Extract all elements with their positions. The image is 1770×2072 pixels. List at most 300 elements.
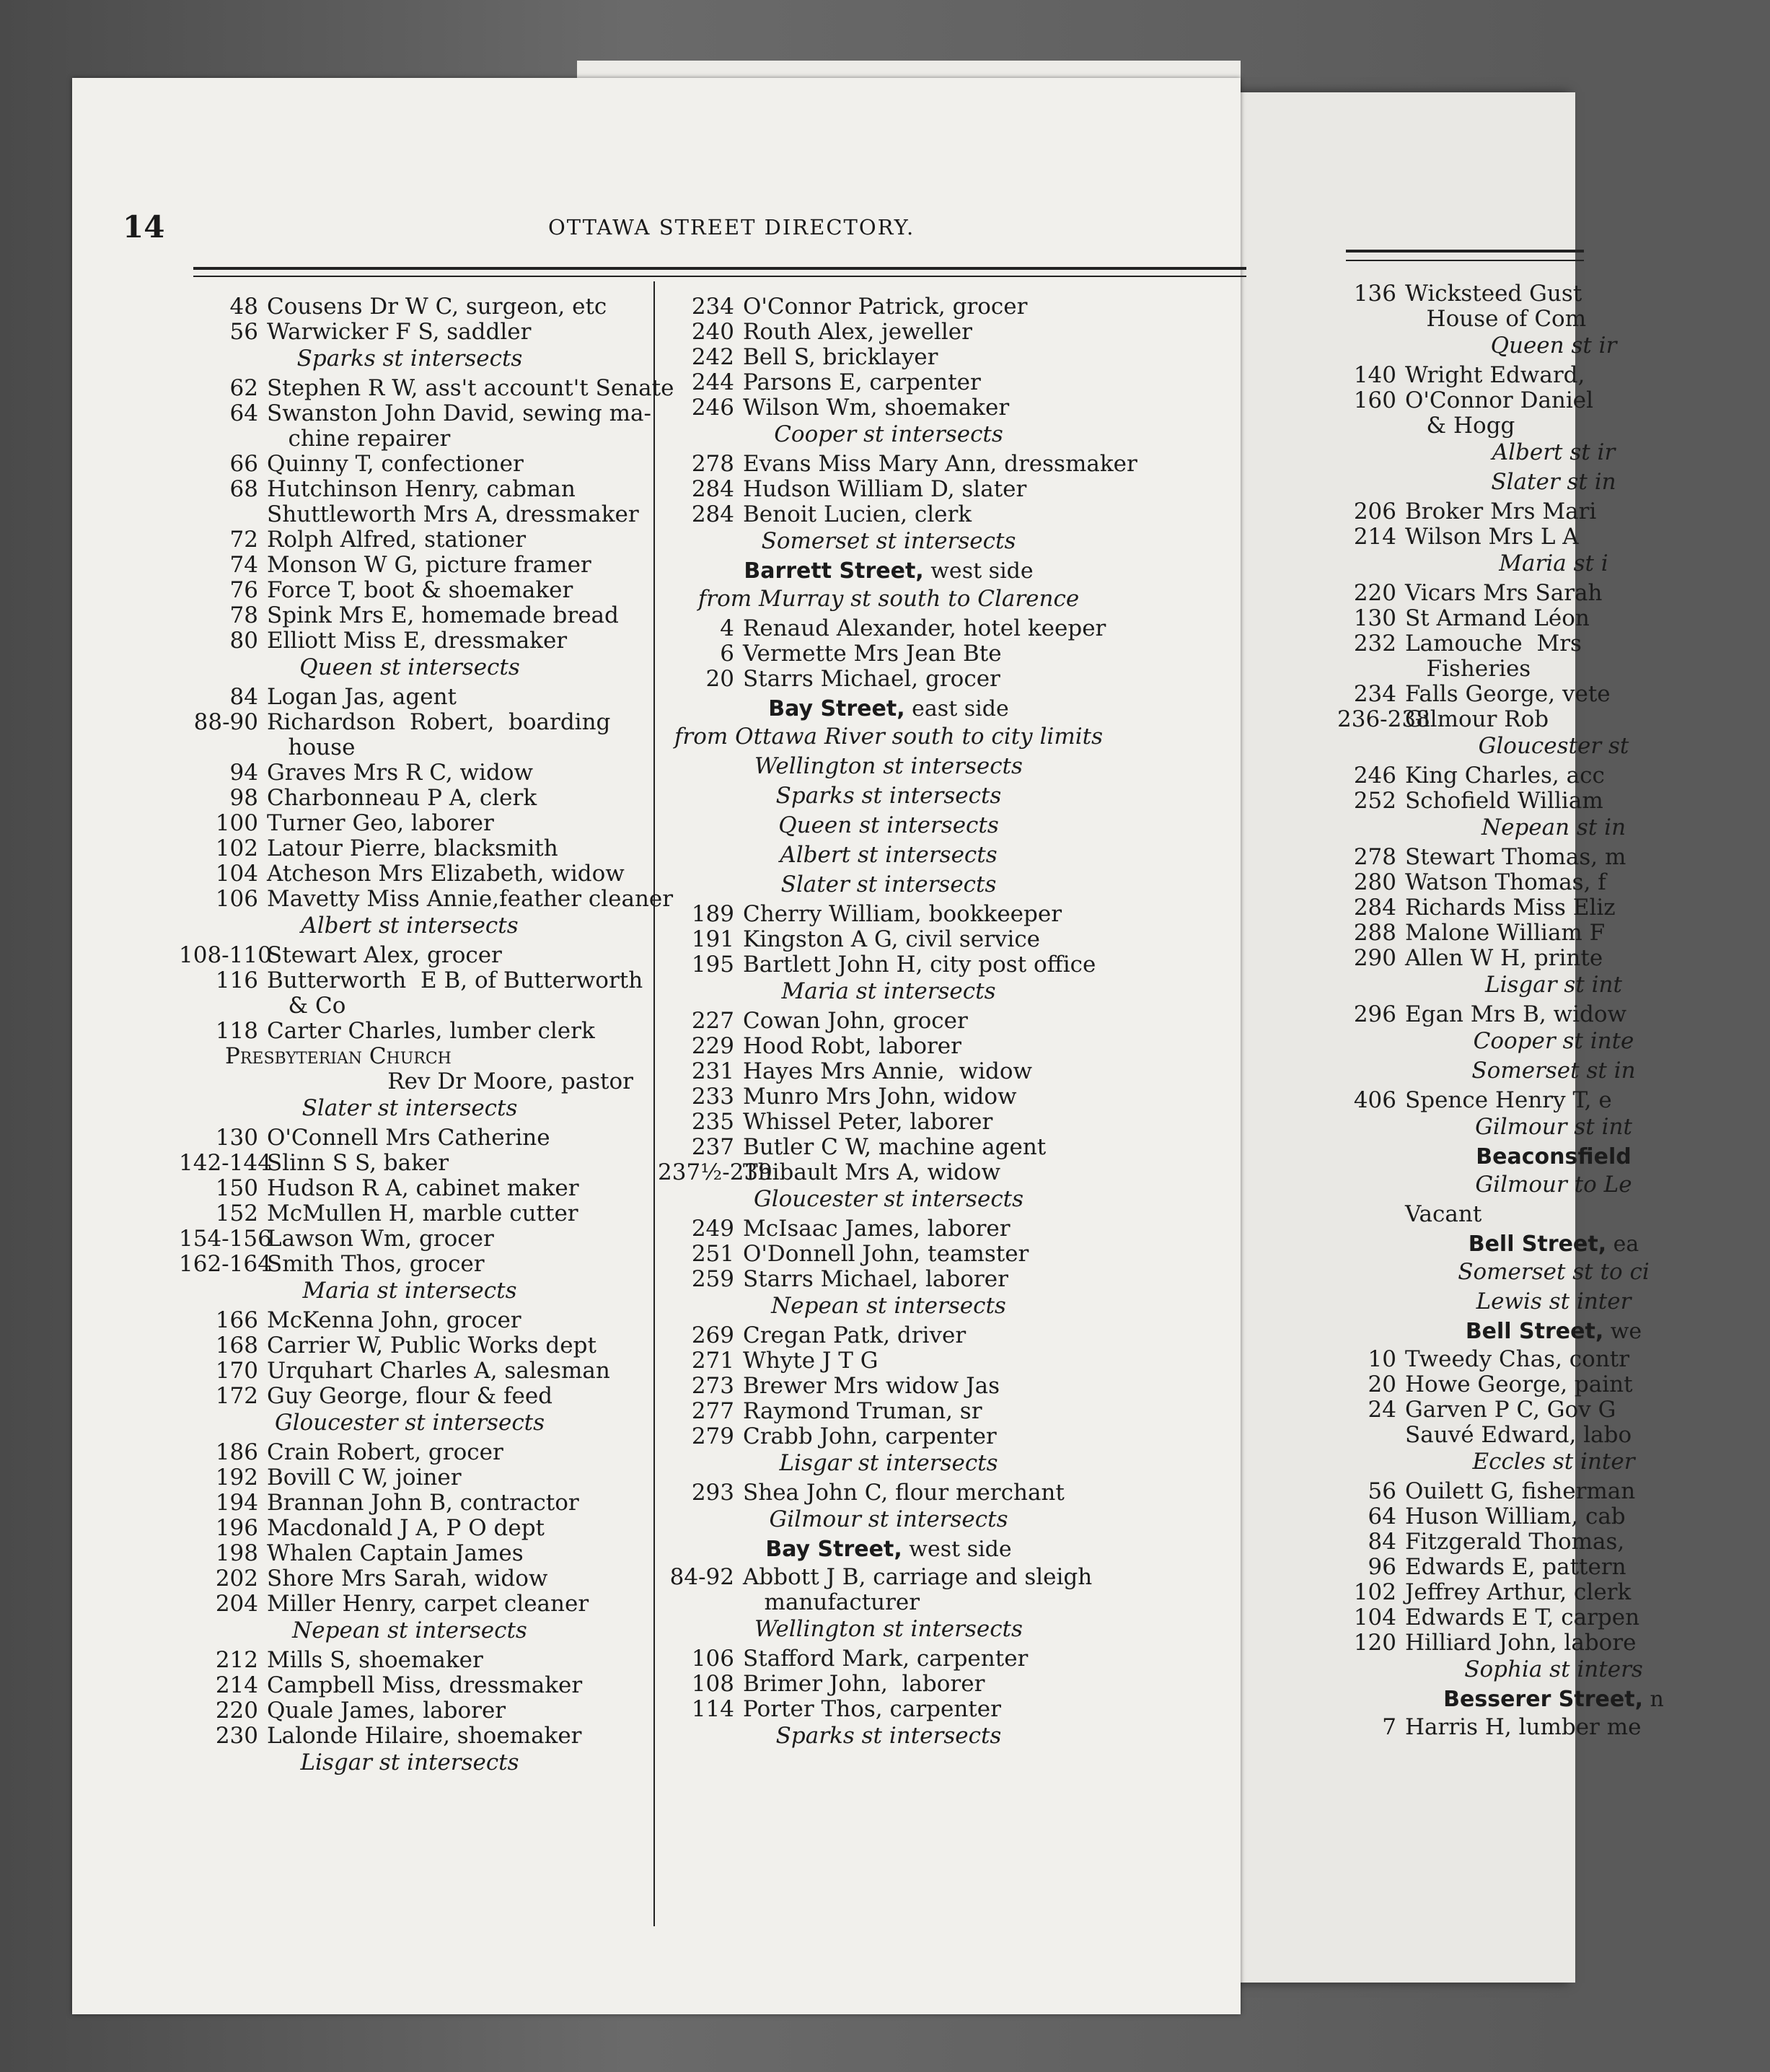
directory-entry <box>179 943 640 968</box>
house-number: 106 <box>215 886 258 912</box>
resident-text: Hudson R A, cabinet maker <box>267 1175 579 1201</box>
cross-street-note: from Murray st south to Clarence <box>697 586 1080 612</box>
resident-text: Vicars Mrs Sarah <box>1405 580 1603 606</box>
directory-entry <box>179 685 640 710</box>
house-number: 140 <box>1353 362 1396 388</box>
directory-entry <box>658 502 1119 527</box>
directory-entry <box>1337 921 1770 946</box>
street-heading <box>658 558 1119 584</box>
resident-text: Thibault Mrs A, widow <box>743 1159 1000 1185</box>
resident-text: Watson Thomas, f <box>1405 869 1606 895</box>
directory-entry <box>179 375 674 401</box>
resident-text: Hudson William D, slater <box>743 476 1027 502</box>
house-number: 293 <box>691 1480 734 1506</box>
cross-street-note: Maria st intersects <box>302 1278 517 1304</box>
page-edge-strip <box>577 61 1241 79</box>
house-number: 56 <box>229 319 258 345</box>
house-number: 108 <box>691 1671 734 1697</box>
directory-entry <box>179 502 640 527</box>
resident-text: King Charles, acc <box>1405 763 1605 789</box>
house-number: 244 <box>691 369 734 395</box>
cross-street-note: Gloucester st intersects <box>274 1410 545 1436</box>
house-number: 231 <box>691 1058 734 1084</box>
resident-text: Edwards E T, carpen <box>1405 1605 1640 1630</box>
directory-entry <box>658 1242 1119 1267</box>
house-number: 284 <box>691 501 734 527</box>
cross-street-note: Slater st in <box>1491 469 1616 495</box>
resident-text: Spence Henry T, e <box>1405 1087 1612 1113</box>
directory-entry <box>658 1160 1119 1185</box>
page-number: 14 <box>123 209 165 245</box>
resident-text: Sauvé Edward, labo <box>1405 1422 1632 1448</box>
resident-text: Falls George, vete <box>1405 681 1611 707</box>
cross-street-note: Sparks st intersects <box>296 346 523 372</box>
church-name: Presbyterian Church <box>225 1043 452 1069</box>
street-side: n <box>1642 1687 1664 1712</box>
resident-text: Tweedy Chas, contr <box>1405 1346 1630 1372</box>
house-number: 10 <box>1368 1346 1396 1372</box>
resident-text: Schofield William <box>1405 788 1603 814</box>
resident-text: Jeffrey Arthur, clerk <box>1405 1579 1632 1605</box>
directory-entry <box>179 400 651 426</box>
street-side: east side <box>904 696 1009 721</box>
house-number: 202 <box>215 1566 258 1592</box>
resident-text: & Hogg <box>1405 413 1515 439</box>
cross-street-note: Lisgar st int <box>1485 972 1622 998</box>
house-number: 80 <box>229 628 258 654</box>
directory-entry <box>179 710 640 735</box>
directory-entry <box>1337 1529 1770 1555</box>
directory-entry <box>658 1399 1119 1424</box>
house-number: 214 <box>1353 524 1396 550</box>
street-heading <box>658 696 1119 721</box>
house-number: 98 <box>229 785 258 811</box>
resident-text: Abbott J B, carriage and sleigh <box>743 1564 1093 1590</box>
cross-street-note: Somerset st in <box>1471 1058 1636 1084</box>
directory-entry <box>658 294 1119 320</box>
directory-entry <box>658 1374 1119 1399</box>
house-number: 142-144 <box>179 1150 272 1176</box>
house-number: 88-90 <box>193 709 258 735</box>
directory-entry <box>1337 657 1770 682</box>
directory-entry <box>179 786 640 811</box>
resident-text: Vacant <box>1405 1201 1482 1227</box>
street-name: Bell Street, <box>1465 1319 1604 1344</box>
directory-entry <box>179 1125 640 1151</box>
cross-street-note: Nepean st intersects <box>292 1617 527 1643</box>
directory-entry <box>179 628 640 654</box>
resident-text: Elliott Miss E, dressmaker <box>267 628 568 654</box>
resident-text: Brimer John, laborer <box>743 1671 985 1697</box>
house-number: 280 <box>1353 869 1396 895</box>
resident-text: Carter Charles, lumber clerk <box>267 1018 595 1044</box>
house-number: 102 <box>1353 1579 1396 1605</box>
house-number: 162-164 <box>179 1251 272 1277</box>
resident-text: Broker Mrs Mari <box>1405 499 1597 524</box>
directory-entry <box>1337 281 1770 307</box>
directory-entry <box>179 993 640 1019</box>
directory-entry <box>1337 789 1770 814</box>
directory-entry <box>179 1151 640 1176</box>
column-divider <box>653 281 655 1926</box>
directory-entry <box>179 1252 640 1277</box>
resident-text: Hood Robt, laborer <box>743 1033 961 1059</box>
resident-text: Swanston John David, sewing ma- <box>267 400 651 426</box>
directory-entry <box>658 320 1119 345</box>
resident-text: O'Donnell John, teamster <box>743 1241 1029 1267</box>
house-number: 106 <box>691 1646 734 1672</box>
house-number: 24 <box>1368 1397 1396 1423</box>
house-number: 104 <box>1353 1605 1396 1630</box>
house-number: 68 <box>229 476 258 502</box>
house-number: 196 <box>215 1515 258 1541</box>
house-number: 160 <box>1353 387 1396 413</box>
resident-text: Slinn S S, baker <box>267 1150 449 1176</box>
directory-entry <box>658 1216 1119 1242</box>
house-number: 259 <box>691 1266 734 1292</box>
directory-entry <box>1337 413 1770 439</box>
house-number: 62 <box>229 375 258 401</box>
directory-entry <box>179 1698 640 1724</box>
resident-text: Campbell Miss, dressmaker <box>267 1672 583 1698</box>
street-name: Barrett Street, <box>744 558 924 584</box>
directory-entry <box>179 1465 640 1491</box>
directory-entry <box>179 1226 640 1252</box>
cross-street-note: Lewis st inter <box>1476 1289 1632 1314</box>
house-number: 229 <box>691 1033 734 1059</box>
directory-entry <box>179 1673 640 1698</box>
house-number: 288 <box>1353 920 1396 946</box>
resident-text: Butterworth E B, of Butterworth <box>267 967 643 993</box>
directory-entry <box>179 1541 640 1566</box>
resident-text: Mavetty Miss Annie,feather cleaner <box>267 886 674 912</box>
cross-street-note: Sophia st inters <box>1464 1656 1643 1682</box>
house-number: 242 <box>691 344 734 370</box>
resident-text: Atcheson Mrs Elizabeth, widow <box>267 861 625 887</box>
cross-street-note: Wellington st intersects <box>754 753 1023 779</box>
directory-entry <box>1337 1347 1770 1372</box>
directory-entry <box>658 952 1119 978</box>
resident-text: Munro Mrs John, widow <box>743 1084 1017 1110</box>
house-number: 198 <box>215 1540 258 1566</box>
directory-entry <box>1337 631 1770 657</box>
resident-text: Edwards E, pattern <box>1405 1554 1626 1580</box>
resident-text: McMullen H, marble cutter <box>267 1200 578 1226</box>
directory-entry <box>658 1110 1119 1135</box>
directory-entry <box>658 1480 1119 1506</box>
facing-header-rule <box>1346 250 1584 253</box>
resident-text: Allen W H, printe <box>1405 945 1603 971</box>
house-number: 104 <box>215 861 258 887</box>
house-number: 166 <box>215 1307 258 1333</box>
resident-text: Richards Miss Eliz <box>1405 895 1616 921</box>
resident-text: O'Connor Patrick, grocer <box>743 294 1028 320</box>
house-number: 214 <box>215 1672 258 1698</box>
street-heading <box>658 1537 1119 1562</box>
directory-entry <box>1337 1397 1770 1423</box>
cross-street-note: Maria st i <box>1499 550 1608 576</box>
resident-text: Quale James, laborer <box>267 1698 506 1724</box>
cross-street-note: Gloucester st intersects <box>753 1186 1024 1212</box>
resident-text: Monson W G, picture framer <box>267 552 591 578</box>
street-name: Bay Street, <box>765 1537 902 1562</box>
resident-text: Richardson Robert, boarding <box>267 709 611 735</box>
house-number: 246 <box>691 395 734 421</box>
directory-entry <box>179 1491 640 1516</box>
directory-entry <box>179 967 643 993</box>
directory-entry <box>179 320 640 345</box>
house-number: 130 <box>215 1125 258 1151</box>
resident-text: Parsons E, carpenter <box>743 369 981 395</box>
house-number: 279 <box>691 1423 734 1449</box>
house-number: 64 <box>1368 1503 1396 1529</box>
resident-text: Fisheries <box>1405 656 1531 682</box>
resident-text: Cregan Patk, driver <box>743 1322 967 1348</box>
resident-text: & Co <box>267 993 346 1019</box>
directory-entry <box>1337 946 1770 971</box>
house-number: 7 <box>1382 1714 1396 1740</box>
directory-entry <box>179 477 640 502</box>
resident-text: Garven P C, Gov G <box>1405 1397 1616 1423</box>
directory-entry <box>658 927 1119 952</box>
directory-entry <box>179 1358 640 1384</box>
directory-entry <box>658 1646 1119 1672</box>
house-number: 252 <box>1353 788 1396 814</box>
resident-text: Cousens Dr W C, surgeon, etc <box>267 294 607 320</box>
resident-text: Stewart Thomas, m <box>1405 844 1626 870</box>
resident-text: Routh Alex, jeweller <box>743 319 972 345</box>
directory-entry <box>1337 763 1770 789</box>
resident-text: Hilliard John, labore <box>1405 1630 1637 1656</box>
directory-entry <box>1337 1605 1770 1630</box>
house-number: 66 <box>229 451 258 477</box>
cross-street-note: Queen st ir <box>1490 333 1617 359</box>
church-pastor: Rev Dr Moore, pastor <box>387 1068 633 1094</box>
directory-entry <box>1337 499 1770 524</box>
house-number: 269 <box>691 1322 734 1348</box>
house-number: 84 <box>229 684 258 710</box>
directory-entry <box>1337 1088 1770 1113</box>
resident-text: Logan Jas, agent <box>267 684 457 710</box>
house-number: 154-156 <box>179 1226 272 1252</box>
house-number: 150 <box>215 1175 258 1201</box>
resident-text: Ouilett G, fisherman <box>1405 1478 1636 1504</box>
directory-entry <box>179 760 640 786</box>
directory-entry <box>658 1424 1119 1449</box>
cross-street-note: Wellington st intersects <box>754 1616 1023 1642</box>
directory-entry <box>1337 307 1770 332</box>
directory-entry <box>1337 363 1770 388</box>
house-number: 194 <box>215 1490 258 1516</box>
cross-street-note: Lisgar st intersects <box>779 1450 998 1476</box>
resident-text: Raymond Truman, sr <box>743 1398 982 1424</box>
directory-entry <box>658 1565 1119 1590</box>
directory-entry <box>658 1323 1119 1348</box>
house-number: 237 <box>691 1134 734 1160</box>
house-number: 278 <box>691 451 734 477</box>
directory-entry <box>1337 870 1770 895</box>
resident-text: Force T, boot & shoemaker <box>267 577 573 603</box>
directory-entry <box>179 1592 640 1617</box>
resident-text: Charbonneau P A, clerk <box>267 785 537 811</box>
resident-text: Evans Miss Mary Ann, dressmaker <box>743 451 1137 477</box>
house-number: 102 <box>215 835 258 861</box>
house-number: 130 <box>1353 605 1396 631</box>
page-header <box>123 209 1183 245</box>
house-number: 6 <box>720 641 734 667</box>
resident-text: Warwicker F S, saddler <box>267 319 532 345</box>
house-number: 56 <box>1368 1478 1396 1504</box>
house-number: 192 <box>215 1465 258 1491</box>
resident-text: O'Connor Daniel <box>1405 387 1594 413</box>
resident-text: Lamouche Mrs <box>1405 631 1582 657</box>
house-number: 240 <box>691 319 734 345</box>
directory-entry <box>179 836 640 861</box>
house-number: 108-110 <box>179 942 272 968</box>
directory-entry <box>1337 1630 1770 1656</box>
house-number: 234 <box>691 294 734 320</box>
directory-entry <box>179 452 640 477</box>
house-number: 4 <box>720 615 734 641</box>
cross-street-note: Cooper st inte <box>1473 1028 1634 1054</box>
resident-text: Whissel Peter, laborer <box>743 1109 993 1135</box>
directory-entry <box>1337 1715 1770 1740</box>
directory-entry <box>179 1724 640 1749</box>
facing-page-column <box>1337 281 1770 1740</box>
house-number: 84 <box>1368 1529 1396 1555</box>
house-number: 172 <box>215 1383 258 1409</box>
house-number: 271 <box>691 1348 734 1374</box>
house-number: 249 <box>691 1216 734 1242</box>
house-number: 195 <box>691 952 734 978</box>
resident-text: Gilmour Rob <box>1405 706 1549 732</box>
resident-text: Miller Henry, carpet cleaner <box>267 1591 589 1617</box>
directory-entry <box>179 527 640 553</box>
house-number: 235 <box>691 1109 734 1135</box>
directory-entry <box>1337 388 1770 413</box>
resident-text: McKenna John, grocer <box>267 1307 521 1333</box>
directory-entry <box>658 1697 1119 1722</box>
cross-street-note: Slater st intersects <box>780 872 997 897</box>
cross-street-note: Cooper st intersects <box>774 421 1003 447</box>
directory-entry <box>179 426 640 452</box>
cross-street-note: Sparks st intersects <box>775 783 1002 809</box>
directory-entry <box>1337 581 1770 606</box>
house-number: 74 <box>229 552 258 578</box>
directory-entry <box>179 1440 640 1465</box>
resident-text: Graves Mrs R C, widow <box>267 760 534 786</box>
resident-text: Butler C W, machine agent <box>743 1134 1047 1160</box>
resident-text: Stewart Alex, grocer <box>267 942 502 968</box>
house-number: 118 <box>215 1018 258 1044</box>
house-number: 277 <box>691 1398 734 1424</box>
resident-text: Kingston A G, civil service <box>743 926 1041 952</box>
cross-street-note: Albert st intersects <box>301 913 519 939</box>
house-number: 84-92 <box>669 1564 734 1590</box>
resident-text: manufacturer <box>743 1589 920 1615</box>
house-number: 76 <box>229 577 258 603</box>
directory-entry <box>179 1384 640 1409</box>
resident-text: Lawson Wm, grocer <box>267 1226 494 1252</box>
resident-text: O'Connell Mrs Catherine <box>267 1125 550 1151</box>
directory-entry <box>1337 682 1770 707</box>
right-column <box>658 294 1137 1753</box>
street-side: we <box>1603 1319 1642 1344</box>
house-number: 236-238 <box>1337 706 1430 732</box>
cross-street-note: Maria st intersects <box>781 978 996 1004</box>
directory-entry <box>1337 845 1770 870</box>
house-number: 170 <box>215 1358 258 1384</box>
resident-text: Quinny T, confectioner <box>267 451 524 477</box>
street-heading <box>1337 1144 1770 1169</box>
directory-entry <box>1337 1580 1770 1605</box>
resident-text: Brannan John B, contractor <box>267 1490 579 1516</box>
cross-street-note: Lisgar st intersects <box>300 1750 519 1775</box>
directory-entry <box>179 886 674 912</box>
resident-text: Guy George, flour & feed <box>267 1383 553 1409</box>
house-number: 114 <box>691 1696 734 1722</box>
resident-text: Brewer Mrs widow Jas <box>743 1373 1000 1399</box>
house-number: 204 <box>215 1591 258 1617</box>
directory-entry <box>179 1019 640 1044</box>
house-number: 20 <box>1368 1371 1396 1397</box>
directory-entry <box>179 1201 640 1226</box>
resident-text: Wicksteed Gust <box>1405 281 1582 307</box>
cross-street-note: Somerset st to ci <box>1458 1259 1650 1285</box>
directory-entry <box>658 370 1119 395</box>
header-rule-thick <box>193 267 1246 270</box>
directory-entry <box>658 1590 1119 1615</box>
directory-entry <box>179 1566 640 1592</box>
house-number: 152 <box>215 1200 258 1226</box>
directory-entry <box>658 451 1137 477</box>
street-side: ea <box>1606 1232 1639 1257</box>
resident-text: Smith Thos, grocer <box>267 1251 485 1277</box>
directory-entry <box>179 735 640 760</box>
resident-text: Stephen R W, ass't account't Senate <box>267 375 674 401</box>
directory-entry <box>179 553 640 578</box>
street-name: Beaconsfield <box>1476 1144 1632 1169</box>
resident-text: Hutchinson Henry, cabman <box>267 476 576 502</box>
directory-entry <box>658 395 1119 421</box>
street-name: Besserer Street, <box>1443 1687 1643 1712</box>
resident-text: McIsaac James, laborer <box>743 1216 1011 1242</box>
cross-street-note: Nepean st intersects <box>771 1293 1006 1319</box>
resident-text: St Armand Léon <box>1405 605 1590 631</box>
directory-entry <box>1337 1202 1770 1227</box>
house-number: 206 <box>1353 499 1396 524</box>
resident-text: Bartlett John H, city post office <box>743 952 1096 978</box>
directory-entry <box>658 345 1119 370</box>
directory-entry <box>1337 524 1770 550</box>
resident-text: Stafford Mark, carpenter <box>743 1646 1029 1672</box>
directory-entry <box>179 1516 640 1541</box>
cross-street-note: from Ottawa River south to city limits <box>674 724 1104 750</box>
resident-text: Malone William F <box>1405 920 1606 946</box>
resident-text: Renaud Alexander, hotel keeper <box>743 615 1106 641</box>
resident-text: Mills S, shoemaker <box>267 1647 483 1673</box>
resident-text: chine repairer <box>267 426 451 452</box>
house-number: 284 <box>1353 895 1396 921</box>
house-number: 406 <box>1353 1087 1396 1113</box>
resident-text: Whalen Captain James <box>267 1540 524 1566</box>
directory-entry <box>179 294 640 320</box>
cross-street-note: Sparks st intersects <box>775 1723 1002 1749</box>
house-number: 191 <box>691 926 734 952</box>
directory-entry <box>179 861 640 887</box>
cross-street-note: Gilmour st int <box>1475 1114 1632 1140</box>
directory-entry <box>658 1348 1119 1374</box>
